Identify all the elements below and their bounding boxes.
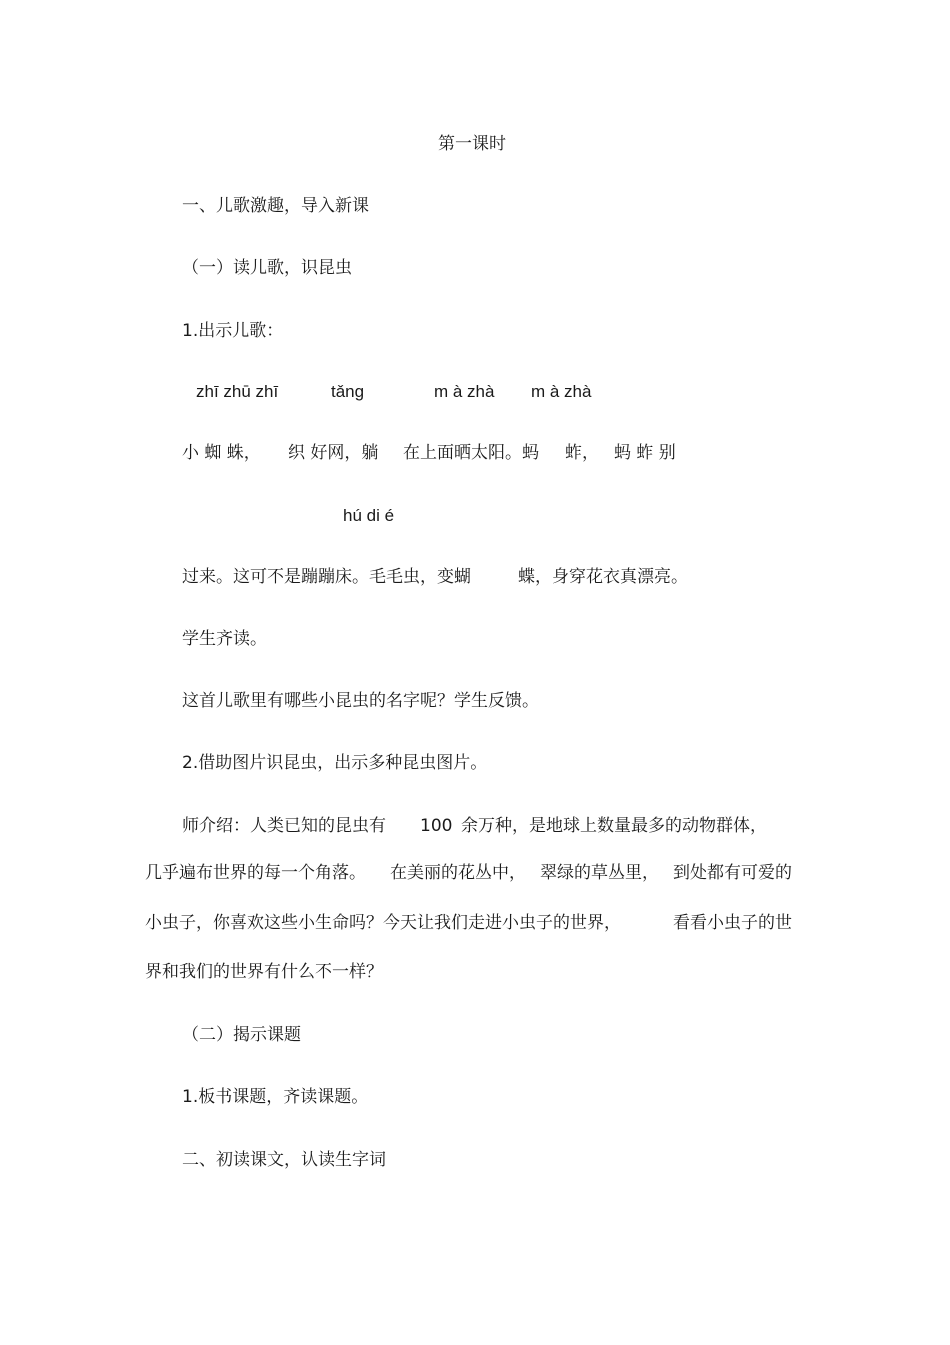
paragraph: 几乎遍布世界的每一个角落。 <box>145 863 366 883</box>
paragraph: 在美丽的花丛中， <box>390 863 526 883</box>
paragraph: 这首儿歌里有哪些小昆虫的名字呢？学生反馈。 <box>182 691 539 711</box>
song-line: 小 蜘 蛛， <box>182 443 261 463</box>
paragraph: 学生齐读。 <box>182 629 267 649</box>
subsection-heading-1: （一）读儿歌，识昆虫 <box>182 258 352 278</box>
song-line: 蚂 蚱 别 <box>614 443 676 463</box>
pinyin-annotation: m à zhà <box>434 382 495 401</box>
paragraph: 100 <box>420 816 453 836</box>
pinyin-annotation: tǎng <box>331 382 365 401</box>
pinyin-annotation: zhī zhū zhī <box>196 382 279 401</box>
song-line: 过来。这可不是蹦蹦床。毛毛虫，变蝴 <box>182 567 471 587</box>
paragraph: 到处都有可爱的 <box>673 863 792 883</box>
paragraph: 1.出示儿歌： <box>182 321 284 341</box>
page-title: 第一课时 <box>438 134 506 154</box>
subsection-heading-2: （二）揭示课题 <box>182 1025 301 1045</box>
song-line: 蝶，身穿花衣真漂亮。 <box>518 567 688 587</box>
paragraph: 小虫子，你喜欢这些小生命吗？今天让我们走进小虫子的世界， <box>145 913 621 933</box>
paragraph: 2.借助图片识昆虫，出示多种昆虫图片。 <box>182 753 488 773</box>
paragraph: 看看小虫子的世 <box>673 913 792 933</box>
paragraph: 界和我们的世界有什么不一样？ <box>145 962 383 982</box>
pinyin-annotation: hú di é <box>343 506 395 525</box>
paragraph: 翠绿的草丛里， <box>540 863 659 883</box>
song-line: 织 好网，躺 <box>288 443 379 463</box>
song-line: 蚱， <box>565 443 599 463</box>
section-heading-2: 二、初读课文，认读生字词 <box>182 1150 386 1170</box>
paragraph: 余万种，是地球上数量最多的动物群体， <box>461 816 767 836</box>
paragraph: 师介绍：人类已知的昆虫有 <box>182 816 386 836</box>
section-heading-1: 一、儿歌激趣，导入新课 <box>182 196 369 216</box>
song-line: 在上面晒太阳。蚂 <box>403 443 539 463</box>
pinyin-annotation: m à zhà <box>531 382 592 401</box>
paragraph: 1.板书课题，齐读课题。 <box>182 1087 369 1107</box>
